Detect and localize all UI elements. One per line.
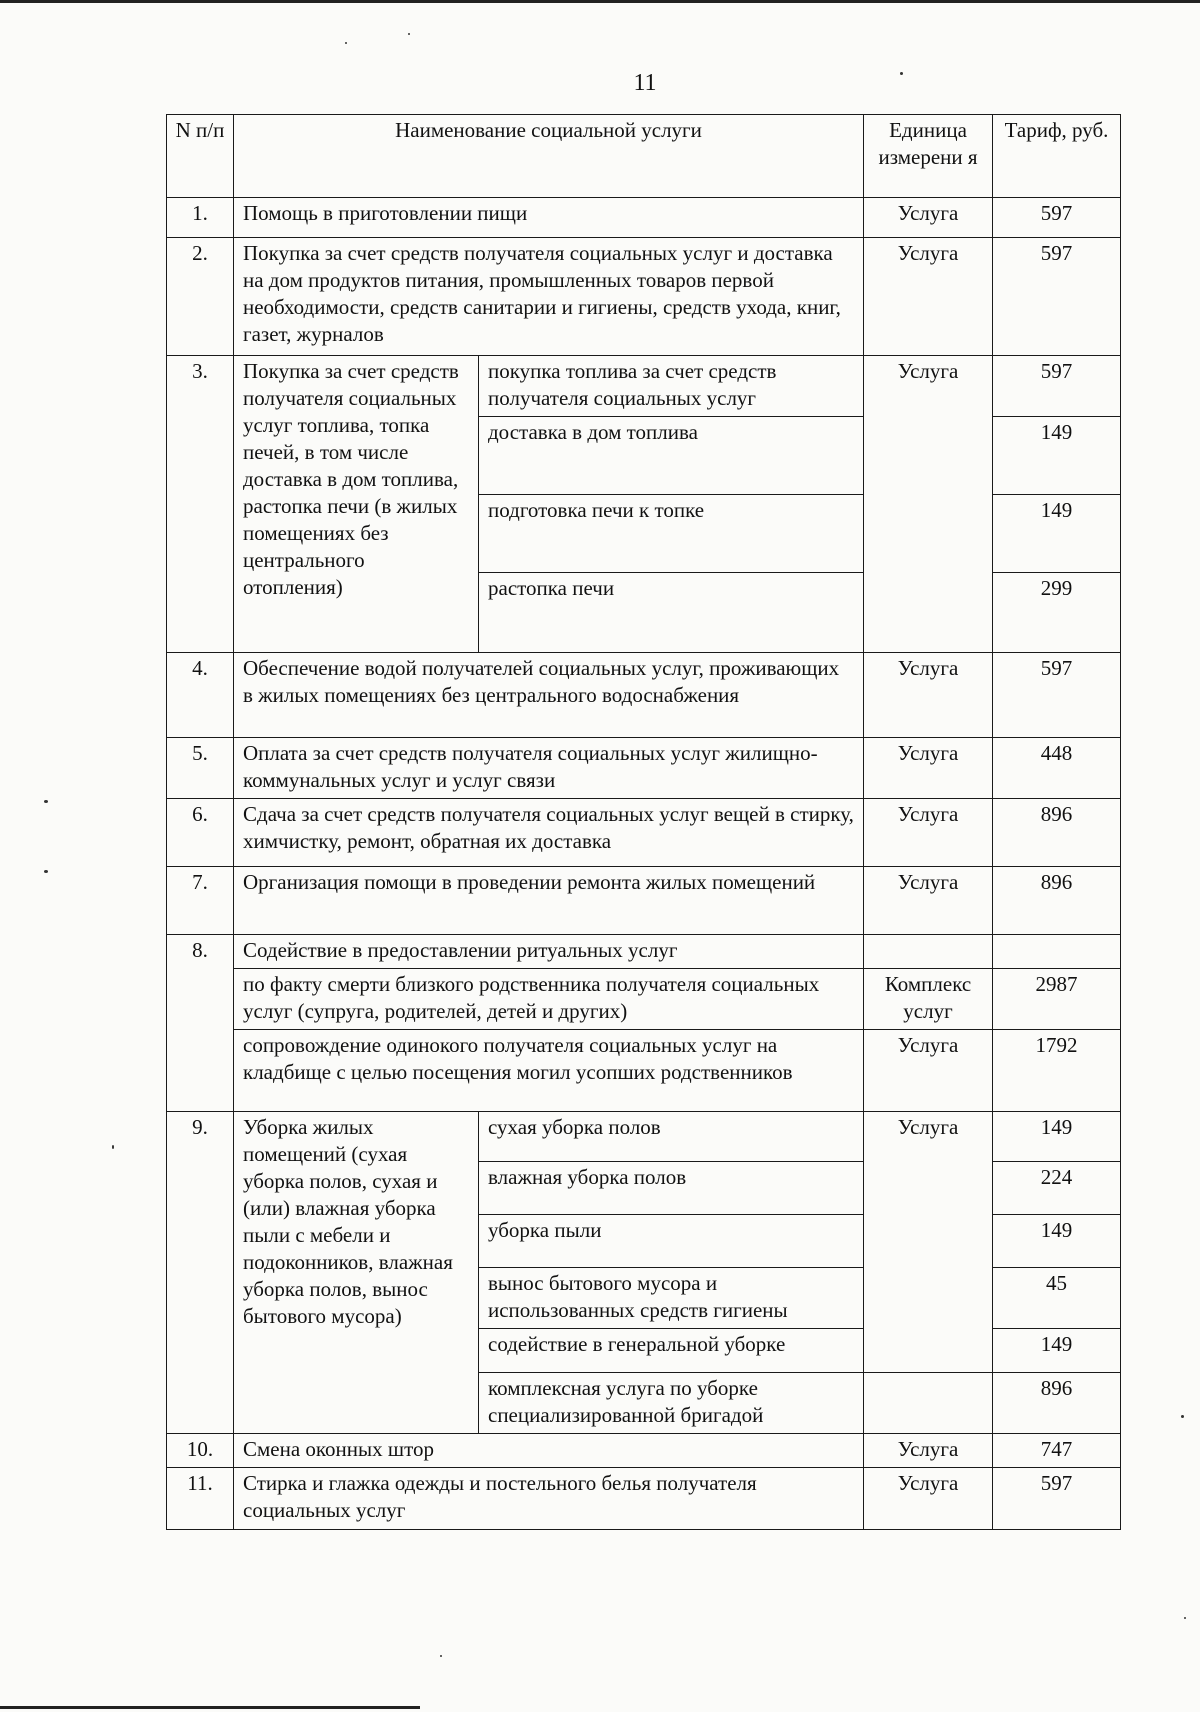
sub-service-unit: Услуга — [864, 1030, 993, 1112]
table-row — [167, 1468, 1121, 1530]
service-unit: Услуга — [864, 738, 993, 799]
sub-service-tariff: 1792 — [993, 1030, 1121, 1112]
table-row — [167, 935, 1121, 969]
service-tariff: 597 — [993, 653, 1121, 738]
service-unit: Услуга — [864, 653, 993, 738]
service-unit: Услуга — [864, 1434, 993, 1468]
row-number: 4. — [167, 653, 234, 738]
service-tariff: 597 — [993, 198, 1121, 238]
service-unit-empty — [864, 935, 993, 969]
sub-service-tariff: 299 — [993, 573, 1121, 653]
service-name: Помощь в приготовлении пищи — [234, 198, 864, 238]
row-number: 7. — [167, 867, 234, 935]
service-unit: Услуга — [864, 799, 993, 867]
service-name: Покупка за счет средств получателя социальных услуг и доставка на дом продуктов питания, промышленных товаров первой необходимости, средств санитарии и гигиены, средств ухода, книг, газет, журналов — [234, 238, 864, 356]
service-unit: Услуга — [864, 238, 993, 356]
table-sub-row — [167, 969, 1121, 1030]
service-tariff: 896 — [993, 867, 1121, 935]
service-tariff: 597 — [993, 1468, 1121, 1530]
service-tariff: 448 — [993, 738, 1121, 799]
sub-service-name: содействие в генеральной уборке — [479, 1329, 864, 1373]
service-unit: Услуга — [864, 1112, 993, 1373]
sub-service-tariff: 149 — [993, 417, 1121, 495]
sub-service-name: по факту смерти близкого родственника получателя социальных услуг (супруга, родителей, детей и других) — [234, 969, 864, 1030]
service-name: Организация помощи в проведении ремонта жилых помещений — [234, 867, 864, 935]
table-header-row — [167, 115, 1121, 198]
row-number: 11. — [167, 1468, 234, 1530]
header-unit: Единица измерени я — [864, 115, 993, 198]
sub-service-name: покупка топлива за счет средств получателя социальных услуг — [479, 356, 864, 417]
row-number: 10. — [167, 1434, 234, 1468]
table-row — [167, 867, 1121, 935]
sub-service-tariff: 149 — [993, 1112, 1121, 1162]
service-name: Стирка и глажка одежды и постельного белья получателя социальных услуг — [234, 1468, 864, 1530]
service-unit: Услуга — [864, 1468, 993, 1530]
page-number: 11 — [633, 70, 657, 96]
service-name: Содействие в предоставлении ритуальных услуг — [234, 935, 864, 969]
service-tariff: 747 — [993, 1434, 1121, 1468]
sub-service-name: сопровождение одинокого получателя социальных услуг на кладбище с целью посещения могил усопших родственников — [234, 1030, 864, 1112]
social-services-tariff-table — [166, 114, 1121, 1530]
service-name: Сдача за счет средств получателя социальных услуг вещей в стирку, химчистку, ремонт, обратная их доставка — [234, 799, 864, 867]
table-row — [167, 238, 1121, 356]
table-row — [167, 356, 1121, 417]
sub-service-name: доставка в дом топлива — [479, 417, 864, 495]
table-row — [167, 799, 1121, 867]
header-number: N п/п — [167, 115, 234, 198]
table-row — [167, 738, 1121, 799]
sub-service-name: комплексная услуга по уборке специализированной бригадой — [479, 1373, 864, 1434]
row-number: 2. — [167, 238, 234, 356]
sub-service-name: вынос бытового мусора и использованных средств гигиены — [479, 1268, 864, 1329]
service-name: Покупка за счет средств получателя социальных услуг топлива, топка печей, в том числе доставка в дом топлива, растопка печи (в жилых помещениях без центрального отопления) — [234, 356, 479, 653]
row-number: 8. — [167, 935, 234, 1112]
sub-service-tariff: 149 — [993, 1215, 1121, 1268]
service-unit: Услуга — [864, 867, 993, 935]
service-unit: Услуга — [864, 356, 993, 653]
service-tariff: 597 — [993, 238, 1121, 356]
header-service-name: Наименование социальной услуги — [234, 115, 864, 198]
sub-service-name: растопка печи — [479, 573, 864, 653]
service-unit: Услуга — [864, 198, 993, 238]
sub-service-tariff: 2987 — [993, 969, 1121, 1030]
service-name: Уборка жилых помещений (сухая уборка полов, сухая и (или) влажная уборка пыли с мебели и подоконников, влажная уборка полов, вынос бытового мусора) — [234, 1112, 479, 1434]
sub-service-tariff: 896 — [993, 1373, 1121, 1434]
row-number: 6. — [167, 799, 234, 867]
row-number: 5. — [167, 738, 234, 799]
sub-service-name: уборка пыли — [479, 1215, 864, 1268]
service-name: Оплата за счет средств получателя социальных услуг жилищно-коммунальных услуг и услуг связи — [234, 738, 864, 799]
header-tariff: Тариф, руб. — [993, 115, 1121, 198]
table-row — [167, 1112, 1121, 1162]
sub-service-name: сухая уборка полов — [479, 1112, 864, 1162]
row-number: 9. — [167, 1112, 234, 1434]
sub-service-unit-empty — [864, 1373, 993, 1434]
service-name: Смена оконных штор — [234, 1434, 864, 1468]
table-sub-row — [167, 1030, 1121, 1112]
sub-service-name: влажная уборка полов — [479, 1162, 864, 1215]
scan-edge-bottom — [0, 1706, 420, 1709]
row-number: 1. — [167, 198, 234, 238]
table-row — [167, 198, 1121, 238]
service-name: Обеспечение водой получателей социальных услуг, проживающих в жилых помещениях без центрального водоснабжения — [234, 653, 864, 738]
table-row — [167, 1434, 1121, 1468]
sub-service-name: подготовка печи к топке — [479, 495, 864, 573]
table-row — [167, 653, 1121, 738]
sub-service-tariff: 45 — [993, 1268, 1121, 1329]
sub-service-unit: Комплекс услуг — [864, 969, 993, 1030]
service-tariff-empty — [993, 935, 1121, 969]
sub-service-tariff: 149 — [993, 495, 1121, 573]
sub-service-tariff: 149 — [993, 1329, 1121, 1373]
row-number: 3. — [167, 356, 234, 653]
service-tariff: 896 — [993, 799, 1121, 867]
sub-service-tariff: 224 — [993, 1162, 1121, 1215]
scan-edge-top — [0, 0, 1200, 3]
sub-service-tariff: 597 — [993, 356, 1121, 417]
